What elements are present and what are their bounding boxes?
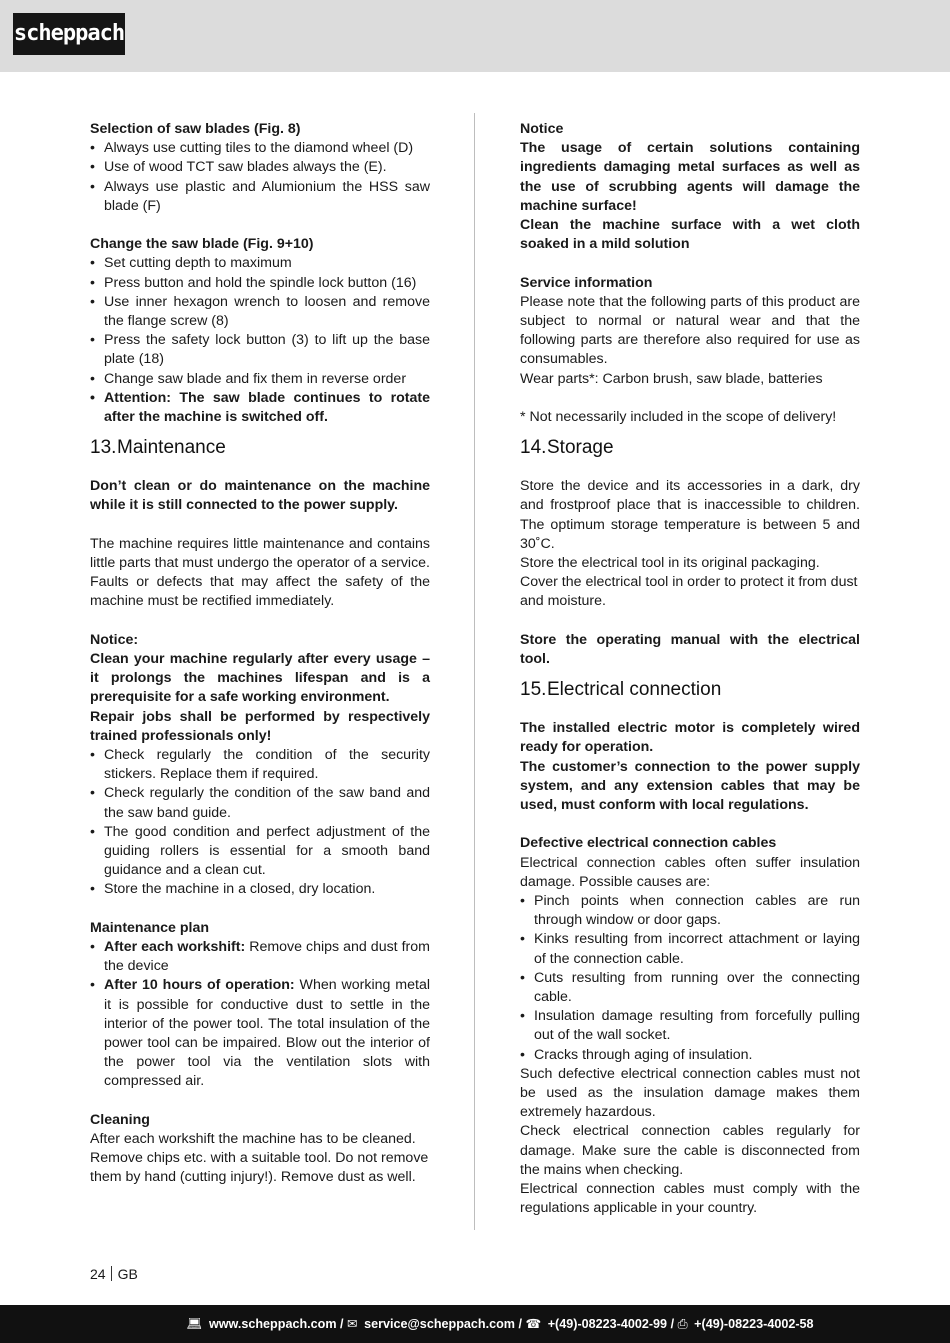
change-blade-title: Change the saw blade (Fig. 9+10) xyxy=(90,236,314,253)
saw-blades-title: Selection of saw blades (Fig. 8) xyxy=(90,121,301,137)
plan-item-text: When working metal it is possible for conductive dust to settle in the interior of the power tool. The total insulation of the power tool can be impaired. Blow out the interior of the power tool via the ventilation slots with compressed air. xyxy=(104,977,430,1090)
fax-icon: ⎙ xyxy=(677,1317,688,1331)
cleaning-text: After each workshift the machine has to be cleaned. Remove chips etc. with a suitable tool. Do not remove them by hand (cutting injury!). Remove dust as well. xyxy=(90,1131,429,1186)
section-title: Storage xyxy=(547,437,614,459)
notice-text: Clean your machine regularly after every usage – it prolongs the machines lifespan and is a prerequisite for a safe working environment. xyxy=(90,651,430,706)
storage-heading xyxy=(520,436,860,460)
website-link[interactable]: www.scheppach.com xyxy=(208,1317,337,1331)
notice-list xyxy=(90,746,430,900)
notice-text: The usage of certain solutions containing ingredients damaging metal surfaces as well as the use of scrubbing agents will damage the machine surface! xyxy=(520,140,860,214)
notice-title: Notice: xyxy=(90,631,139,648)
section-number: 15. xyxy=(520,679,547,701)
list-item xyxy=(90,976,430,1091)
cleaning-title: Cleaning xyxy=(90,1111,150,1128)
notice-text: Clean the machine surface with a wet cloth soaked in a mild solution xyxy=(520,217,860,253)
section-number: 14. xyxy=(520,437,547,459)
list-item: • Store the machine in a closed, dry location. xyxy=(90,880,430,899)
list-item xyxy=(90,938,430,976)
storage-text: Store the device and its accessories in a dark, dry and frostproof place that is inaccessible to children. The optimum storage temperature is between 5 and 30˚C. xyxy=(520,478,860,552)
service-title: Service information xyxy=(520,274,653,291)
list-item: • Kinks resulting from incorrect attachment or laying of the connection cable. xyxy=(520,930,860,968)
electrical-text: The installed electric motor is completely wired ready for operation. xyxy=(520,720,860,756)
service-text: Please note that the following parts of this product are subject to normal or natural wear and that the following parts are therefore also required for use as consumables. xyxy=(520,293,860,368)
list-item: • Always use cutting tiles to the diamond wheel (D) xyxy=(90,139,430,158)
list-item: • Change saw blade and fix them in reverse order xyxy=(90,370,430,389)
page-number-divider xyxy=(111,1266,112,1281)
plan-item-label: After 10 hours of operation: xyxy=(104,977,295,994)
electrical-heading xyxy=(520,678,860,702)
wear-parts: Wear parts*: Carbon brush, saw blade, batteries xyxy=(520,370,823,387)
computer-icon: 💻︎ xyxy=(186,1317,203,1331)
defective-text: Electrical connection cables must comply with the regulations applicable in your country. xyxy=(520,1181,860,1217)
plan-item-label: After each workshift: xyxy=(104,939,246,956)
email-icon: ✉︎ xyxy=(347,1317,358,1331)
section-title: Electrical connection xyxy=(547,679,722,701)
change-blade-list xyxy=(90,254,430,427)
notice-title: Notice xyxy=(520,121,564,137)
page-language: GB xyxy=(117,1266,138,1282)
maintenance-heading xyxy=(90,436,430,460)
list-item: • Set cutting depth to maximum xyxy=(90,254,430,273)
column-divider xyxy=(474,113,475,1230)
list-item: • Insulation damage resulting from forcefully pulling out of the wall socket. xyxy=(520,1007,860,1045)
list-item: • Cuts resulting from running over the connecting cable. xyxy=(520,969,860,1007)
footer-bar xyxy=(0,1305,950,1343)
list-item: • Use of wood TCT saw blades always the (E). xyxy=(90,158,430,177)
plan-list xyxy=(90,938,430,1092)
defective-text: Such defective electrical connection cables must not be used as the insulation damage makes them extremely hazardous. xyxy=(520,1065,860,1121)
email-link[interactable]: service@scheppach.com xyxy=(364,1317,515,1331)
page-number-value: 24 xyxy=(90,1266,106,1282)
attention-item: • Attention: The saw blade continues to rotate after the machine is switched off. xyxy=(90,389,430,427)
footnote: * Not necessarily included in the scope of delivery! xyxy=(520,409,837,426)
brand-logo: scheppach xyxy=(13,13,125,55)
electrical-text: The customer’s connection to the power supply system, and any extension cables that may be used, must conform with local regulations. xyxy=(520,758,860,814)
header-bar xyxy=(0,0,950,72)
storage-note: Store the operating manual with the electrical tool. xyxy=(520,631,860,668)
maintenance-text: The machine requires little maintenance and contains little parts that must undergo the operator of a service. Faults or defects that may affect the safety of the machine must be rectified immediately. xyxy=(90,535,430,610)
storage-text: Store the electrical tool in its original packaging. xyxy=(520,555,820,572)
list-item: • Check regularly the condition of the security stickers. Replace them if required. xyxy=(90,746,430,784)
phone-number: +(49)-08223-4002-99 xyxy=(547,1317,668,1331)
phone-icon: ☎︎ xyxy=(525,1317,542,1331)
fax-number: +(49)-08223-4002-58 xyxy=(694,1317,814,1331)
page-number xyxy=(90,1265,138,1283)
plan-title: Maintenance plan xyxy=(90,919,210,936)
list-item: • Use inner hexagon wrench to loosen and remove the flange screw (8) xyxy=(90,293,430,331)
defective-text: Check electrical connection cables regularly for damage. Make sure the cable is disconnected from the mains when checking. xyxy=(520,1123,860,1178)
list-item: • Check regularly the condition of the saw band and the saw band guide. xyxy=(90,784,430,822)
section-title: Maintenance xyxy=(117,437,226,459)
defective-intro: Electrical connection cables often suffer insulation damage. Possible causes are: xyxy=(520,854,860,890)
maintenance-warning: Don’t clean or do maintenance on the machine while it is still connected to the power supply. xyxy=(90,478,430,514)
notice-text: Repair jobs shall be performed by respectively trained professionals only! xyxy=(90,708,430,744)
plan-item-text: Remove chips and dust from the device xyxy=(104,939,430,975)
list-item: • The good condition and perfect adjustment of the guiding rollers is essential for a smooth band guidance and a clean cut. xyxy=(90,823,430,881)
defective-list xyxy=(520,892,860,1065)
saw-blades-list xyxy=(90,139,430,216)
storage-text: Cover the electrical tool in order to protect it from dust and moisture. xyxy=(520,574,858,610)
section-number: 13. xyxy=(90,437,117,459)
list-item: • Cracks through aging of insulation. xyxy=(520,1046,860,1065)
list-item: • Press the safety lock button (3) to lift up the base plate (18) xyxy=(90,331,430,369)
defective-title: Defective electrical connection cables xyxy=(520,835,777,852)
footer-separator: / xyxy=(336,1317,348,1331)
footer-separator: / xyxy=(667,1317,678,1331)
right-column xyxy=(520,120,860,1219)
left-column xyxy=(90,120,430,1188)
list-item: • Pinch points when connection cables are run through window or door gaps. xyxy=(520,892,860,930)
list-item: • Press button and hold the spindle lock button (16) xyxy=(90,274,430,293)
footer-separator: / xyxy=(515,1317,526,1331)
list-item: • Always use plastic and Alumionium the HSS saw blade (F) xyxy=(90,178,430,216)
